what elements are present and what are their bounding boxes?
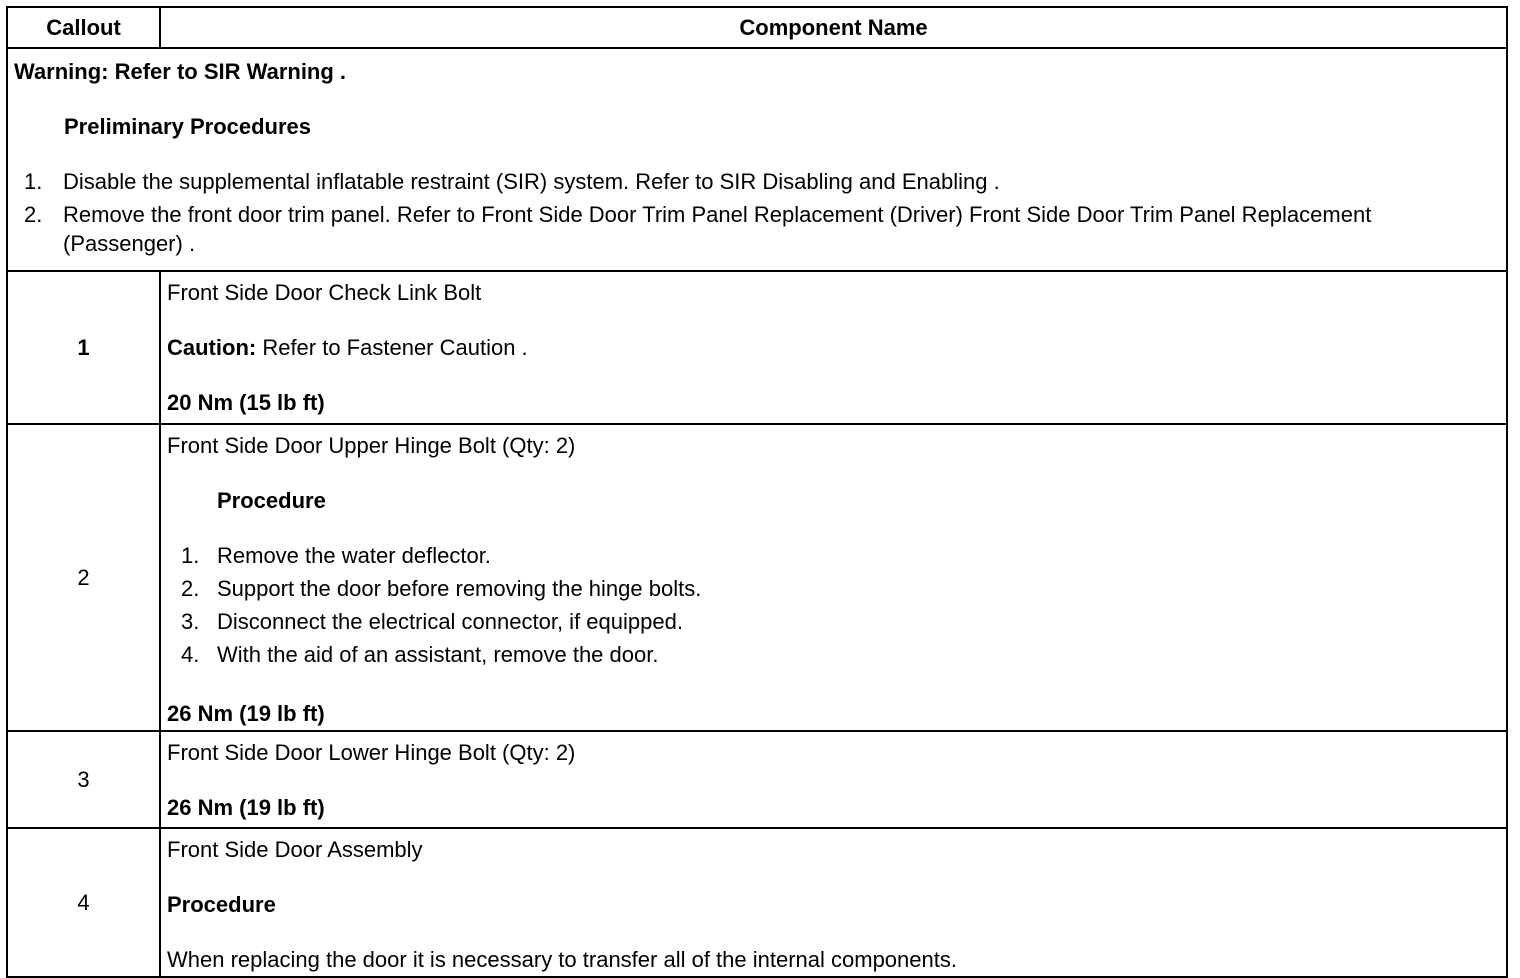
header-component-name: Component Name	[160, 7, 1507, 48]
component-cell	[160, 828, 1507, 977]
table-row	[7, 424, 1507, 731]
callout-number: 2	[7, 424, 160, 731]
step-text: Disconnect the electrical connector, if equipped.	[217, 609, 683, 634]
component-cell	[160, 731, 1507, 828]
component-cell	[160, 271, 1507, 424]
step-number: 1.	[181, 543, 200, 568]
preamble-cell	[7, 48, 1507, 271]
list-item	[167, 607, 1500, 636]
step-text: Support the door before removing the hinge bolts.	[217, 576, 702, 601]
step-number: 2.	[24, 202, 43, 227]
procedure-heading: Procedure	[217, 488, 326, 513]
component-name: Front Side Door Lower Hinge Bolt (Qty: 2)	[167, 740, 576, 765]
component-name: Front Side Door Assembly	[167, 837, 423, 862]
torque-spec: 20 Nm (15 lb ft)	[167, 390, 325, 415]
list-item	[167, 640, 1500, 669]
component-cell	[160, 424, 1507, 731]
caution-label: Caution:	[167, 335, 257, 360]
table-row	[7, 828, 1507, 977]
preliminary-heading: Preliminary Procedures	[64, 114, 312, 139]
callout-number	[7, 271, 160, 424]
caution-text: Refer to Fastener Caution .	[256, 335, 528, 360]
step-number: 2.	[181, 576, 200, 601]
header-callout: Callout	[7, 7, 160, 48]
procedure-steps	[167, 541, 1500, 669]
component-name: Front Side Door Upper Hinge Bolt (Qty: 2)	[167, 433, 576, 458]
torque-spec: 26 Nm (19 lb ft)	[167, 701, 325, 726]
preliminary-steps	[14, 167, 1500, 258]
header-row	[7, 7, 1507, 48]
step-text: Remove the water deflector.	[217, 543, 491, 568]
callout-number: 3	[7, 731, 160, 828]
procedure-heading: Procedure	[167, 892, 276, 917]
step-number: 3.	[181, 609, 200, 634]
torque-spec: 26 Nm (19 lb ft)	[167, 795, 325, 820]
callout-number: 4	[7, 828, 160, 977]
caution-note	[167, 333, 1500, 362]
component-table	[6, 6, 1508, 978]
replacement-note: When replacing the door it is necessary to transfer all of the internal components.	[167, 947, 957, 972]
step-number: 4.	[181, 642, 200, 667]
component-name: Front Side Door Check Link Bolt	[167, 280, 482, 305]
step-text: Disable the supplemental inflatable restraint (SIR) system. Refer to SIR Disabling and Enabling .	[63, 169, 1000, 194]
step-number: 1.	[24, 169, 43, 194]
table-row	[7, 731, 1507, 828]
list-item	[167, 574, 1500, 603]
callout-value: 1	[77, 334, 90, 360]
preamble-row	[7, 48, 1507, 271]
sir-warning: Warning: Refer to SIR Warning .	[14, 59, 347, 84]
list-item	[14, 167, 1500, 196]
list-item	[167, 541, 1500, 570]
table-row	[7, 271, 1507, 424]
step-text: Remove the front door trim panel. Refer to Front Side Door Trim Panel Replacement (Driver) Front Side Door Trim Panel Replacement (Passenger) .	[63, 202, 1372, 256]
step-text: With the aid of an assistant, remove the door.	[217, 642, 659, 667]
list-item	[14, 200, 1500, 258]
